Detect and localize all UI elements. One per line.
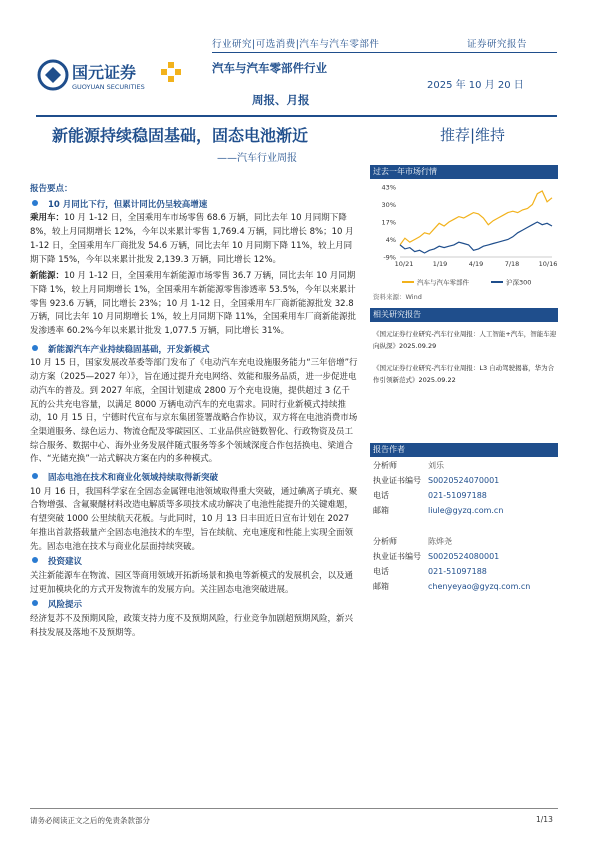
- logo-en-text: GUOYUAN SECURITIES: [72, 83, 145, 91]
- analyst-email-link[interactable]: chenyeyao@gyzq.com.cn: [428, 582, 531, 591]
- footer-divider: [30, 808, 558, 809]
- legend-label: 汽车与汽车零部件: [417, 278, 469, 287]
- title-divider: [36, 115, 557, 117]
- series-line: [400, 191, 552, 245]
- paragraph: 乘用车：10 月 1-12 日，全国乘用车市场零售 68.6 万辆，同比去年 10 月同期下降 8%，较上月同期增长 12%，今年以来累计零售 1,769.4 万辆，同比增长 8%；10 月 1-12 日，全国乘用车厂商批发 54.6 万辆，同比去年 10 月同期下降 11%，较上月同期下降 15%，今年以来累计批发 2,139.3 万辆，同比增长 12%。: [30, 213, 354, 265]
- x-tick-label: 10/21: [394, 260, 414, 268]
- summary-label: 报告要点：: [30, 184, 73, 194]
- paragraph: 新能源：10 月 1-12 日，全国乘用车新能源市场零售 36.7 万辆，同比去年 10 月同期下降 1%，较上月同期增长 1%，全国乘用车新能源零售渗透率 53.5%，今年以来累计零售 923.6 万辆，同比增长 23%；10 月 1-12 日，全国乘用车厂商新能源批发 32.8 万辆，同比去年 10 月同期增长 1%，较上月同期下降 11%，全国乘用车厂商新能源批发渗透率 60.2%今年以来累计批发 1,077.5 万辆，同比增长 31%。: [30, 271, 357, 337]
- sector-name: 汽车与汽车零部件行业: [212, 61, 327, 75]
- chart-source: 资料来源：Wind: [373, 293, 422, 301]
- section-heading: 投资建议: [30, 556, 358, 570]
- disclaimer: 请务必阅读正文之后的免责条款部分: [30, 816, 150, 825]
- related-item[interactable]: 《国元证券行业研究-汽车行业周报：L3 自动驾驶揭幕，华为合作引领新范式》2025.09.22: [373, 364, 555, 384]
- section-heading: 固态电池在技术和商业化领域持续取得新突破: [30, 472, 358, 486]
- x-tick-label: 1/19: [432, 260, 448, 268]
- section-heading: 10 月同比下行，但累计同比仍呈较高增速: [30, 199, 358, 213]
- analyst-email-link[interactable]: liule@gyzq.com.cn: [428, 506, 504, 515]
- summary-column: [30, 183, 358, 641]
- report-date: 2025 年 10 月 20 日: [427, 80, 524, 91]
- section-heading: 风险提示: [30, 599, 358, 613]
- x-tick-label: 7/18: [504, 260, 520, 268]
- x-tick-label: 4/19: [468, 260, 484, 268]
- bullet-icon: [32, 200, 38, 206]
- section-heading: 新能源汽车产业持续稳固基础，开发新模式: [30, 344, 358, 358]
- report-period: 周报、月报: [252, 93, 310, 107]
- company-logo: [36, 58, 191, 94]
- market-box-title: 过去一年市场行情: [370, 165, 558, 179]
- authors-box-title: 报告作者: [370, 443, 558, 457]
- legend-label: 沪深300: [506, 278, 532, 287]
- y-tick-label: 17%: [381, 218, 396, 227]
- bullet-icon: [32, 473, 38, 479]
- related-box-title: 相关研究报告: [370, 308, 558, 322]
- doc-type: 证券研究报告: [467, 39, 528, 50]
- guoyuan-logo-icon: [36, 58, 191, 94]
- report-subtitle: ——汽车行业周报: [217, 153, 297, 164]
- related-list: [373, 328, 558, 396]
- series-line: [400, 222, 552, 253]
- header-nav: 行业研究|可选消费|汽车与汽车零部件: [212, 39, 380, 50]
- analyst-name: 刘乐: [428, 461, 444, 470]
- y-tick-label: -9%: [383, 253, 396, 262]
- logo-cn-text: 国元证券: [72, 63, 137, 82]
- y-tick-label: 4%: [385, 236, 396, 244]
- x-tick-label: 10/16: [538, 260, 558, 268]
- y-tick-label: 43%: [381, 183, 396, 192]
- analyst-card: 分析师 刘乐 执业证书编号 S0020524070001 电话 021-51097188 邮箱 liule@gyzq.com.cn: [373, 461, 504, 515]
- paragraph: 关注新能源车在物流、园区等商用领域开拓新场景和换电等新模式的发展机会，以及通过更加模块化的方式开发物流车的发展方向。关注固态电池突破进展。: [30, 570, 354, 595]
- paragraph: 经济复苏不及预期风险，政策支持力度不及预期风险，行业竞争加剧超预期风险，新兴科技发展及落地不及预期等。: [30, 614, 354, 638]
- bullet-icon: [32, 557, 38, 563]
- report-title: 新能源持续稳固基础，固态电池渐近: [52, 126, 309, 145]
- page-number: 1/13: [536, 815, 553, 824]
- header-divider: [212, 52, 557, 53]
- bullet-icon: [32, 600, 38, 606]
- paragraph: 10 月 15 日，国家发展改革委等部门发布了《电动汽车充电设施服务能力“三年倍增”行动方案（2025—2027 年）》，旨在通过提升充电网络、效能和服务品质，进一步促进电动汽车的普及。到 2027 年底，全国计划建成 2800 万个充电设施，提供超过 3 亿千瓦的公共充电容量，以满足 8000 万辆电动汽车的充电需求。同时行业新模式持续推动，10 月 15 日，宁德时代宣布与京东集团签署战略合作协议，双方将在电池消费市场全渠道服务、绿色运力、物流仓配及零碳园区、工业品供应链数智化、行政物资及员工综合服务、数据中心、海外业务发展伴随式服务等多个领域深度合作包括换电、梁道合作、“光储充换”一站式解决方案在内的多种模式。: [30, 358, 358, 465]
- bullet-icon: [32, 345, 38, 351]
- y-tick-label: 30%: [381, 201, 396, 209]
- related-item[interactable]: 《国元证券行业研究-汽车行业周报：人工智能+汽车，智能车迎向纵深》2025.09.29: [373, 330, 557, 350]
- analyst-name: 陈烨尧: [428, 537, 452, 546]
- rating-badge: 推荐|维持: [440, 126, 506, 144]
- analyst-card: 分析师 陈烨尧 执业证书编号 S0020524080001 电话 021-51097188 邮箱 chenyeyao@gyzq.com.cn: [373, 537, 531, 591]
- market-chart: [370, 181, 558, 291]
- paragraph: 10 月 16 日，我国科学家在全固态金属锂电池领域取得重大突破，通过碘离子填充、聚合物增强、含氟聚醚材料改造电解质等多项技术成功解决了电池性能提升的关键难题，有望突破 1000 公里续航天花板。与此同时，10 月 13 日丰田近日宣布计划在 2027 年推出首款搭载量产全固态电池技术的车型，旨在续航、充电速度和性能上实现全面领先。固态电池在技术与商业化层面持续突破。: [30, 486, 358, 552]
